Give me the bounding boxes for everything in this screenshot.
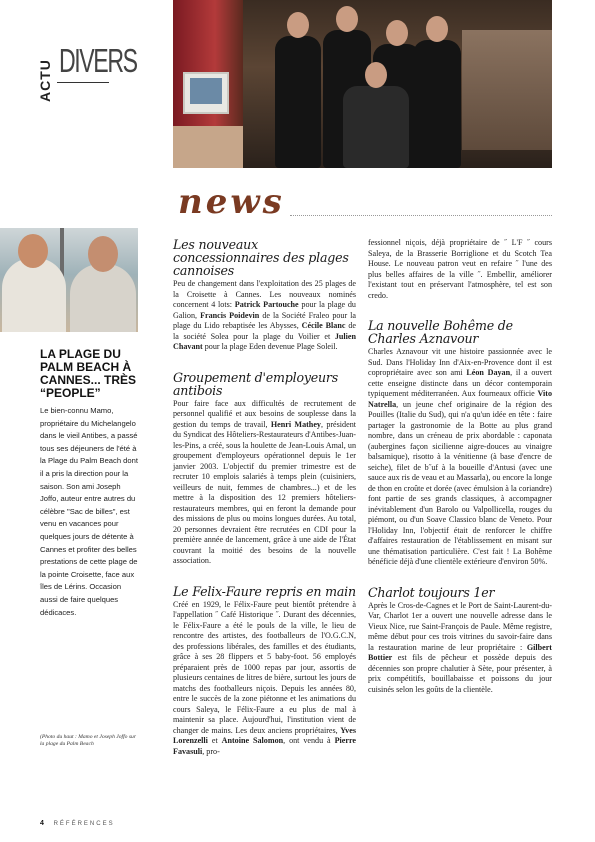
article-title: Le Felix-Faure repris en main xyxy=(173,583,356,599)
photo-bar-shelf xyxy=(462,30,552,150)
column-left xyxy=(173,238,356,763)
sidebar-caption: (Photo du haut : Mamo et Joseph Joffo sur la plage du Palm Beach xyxy=(40,734,137,747)
person-name: Pierre Favasuli xyxy=(173,736,357,756)
person-name: Patrick Partouche xyxy=(234,300,299,309)
article-title: La nouvelle Bohême de Charles Aznavour xyxy=(368,318,513,346)
person-name: Vito Natrella xyxy=(368,389,552,409)
article-body: Charles Aznavour vit une histoire passionnée avec le Sud. Dans l'Holiday Inn d'Aix-en-Provence dont il est copropriétaire avec son ami Léon Dayan, il a ouvert cette enseigne distincte dans un décor contemporain typiquement méditerranéen. Aux fourneaux officie Vito Natrella, un jeune chef originaire de la région des Pouilles (Italie du Sud), qui n'a qu'un idée en tête : faire partager la gastronomie de la Botte au plus grand nombre, dans un créneau de prix abordable : caponata (aubergines façon sicilienne aigre-douces au vinaigre balsamique), risotto à la vénitienne (à base d'encre de seiche), filet de b˝uf à la boueille d'Antusi (avec une sauce aux ris de veau et au Massarla), ou encore la longe de thon en croûte et dorée (avec émulsion à la coriandre) font partie de ses grands classiques, à accompagner inévitablement d'un Barolo ou Valpollicella, rouges du piémont, ou d'un Soave Classico blanc de Veneto. Pour l'Holiday Inn, l'objectif était de renforcer le chiffre d'affaires restauration de l'établissement en misant sur une thématisation particulière. C'est fait ! La Bohême bénéficie déjà d'une clientèle extérieure d'environ 50%. xyxy=(368,347,552,566)
article-title: Groupement d'employeurs antibois xyxy=(173,369,339,398)
top-photo xyxy=(173,0,552,168)
person-name: Cécile Blanc xyxy=(301,321,346,330)
person-name: Julien Chavant xyxy=(173,331,356,351)
section-label-main: DIVERS xyxy=(59,42,137,79)
sidebar-title: LA PLAGE DU PALM BEACH À CANNES... TRÈS “PEOPLE” xyxy=(40,347,137,400)
article-body-continued: fessionnel niçois, déjà propriétaire de ˝ L'F ˝ cours Saleya, de la Brasserie Borriglione et du Scotch Tea House. Le nouveau patron veut en refaire ˝ l'une des plus belles affaires de la ville ˝. Embellir, améliorer l'existant tout en préservant l'atmosphère, tel est son credo. xyxy=(368,238,552,300)
photo-person xyxy=(70,264,136,332)
photo-person xyxy=(343,86,409,168)
article-body: Après le Cros-de-Cagnes et le Port de Saint-Laurent-du-Var, Charlot 1er a ouvert une nouvelle adresse dans le Vieux Nice, rue Saint-François de Paule. Même registre, même début pour ces trois vitrines du savoir-faire dans la restauration marine de leur propriétaire : Gilbert Bottier est fils de pêcheur et possède depuis des décennies son propre chalutier à Sète, pour présenter, à prix compétitifs, bouillabaisse et poissons du jour cuisinés selon les goûts de la clientèle. xyxy=(368,600,552,694)
person-name: Yves Lorenzelli xyxy=(173,725,356,745)
photo-person xyxy=(275,36,321,168)
sidebar-photo xyxy=(0,228,138,332)
person-name: Antoine Salomon xyxy=(221,736,284,745)
article-body: Peu de changement dans l'exploitation des 25 plages de la Croisette à Cannes. Les nouveaux nominés concernent 4 lots: Patrick Partouche pour la plage du Galion, Francis Poidevin de la Société Fraleo pour la plage du Lido rebaptisée les Abysses, Cécile Blanc de la société Solea pour la plage du Voilier et Julien Chavant pour la plage Eden devenue Plage Soleil. xyxy=(173,279,356,351)
article-title: Les nouveaux concessionnaires des plages cannoises xyxy=(173,237,349,278)
article-body: Pour faire face aux difficultés de recrutement de personnel qualifié et aux besoins de souplesse dans la gestion du temps de travail, Henri Mathey, président du Syndicat des Hôteliers-Restaurateurs d'Antibes-Juan-les-Pins, a créé, sous la houlette de Jean-Louis Amal, un groupement d'employeurs opérationnel depuis le 1er janvier 2003. L'objectif du premier trimestre est de recruter 10 emplois salariés à temps plein (cuisiniers, veilleurs de nuit, femmes de chambres...) et de les mettre à la disposition des 12 premiers hôteliers-restaurateurs membres, qui en feront la demande pour des missions de plus ou moins longues durées. Au total, 20 personnes devraient être recrutées en CDI pour la première année de lancement, grâce à une aide de l'État couvrant la moitié des besoins de la nouvelle association. xyxy=(173,398,356,565)
section-rule xyxy=(57,82,109,83)
person-name: Francis Poidevin xyxy=(200,310,260,320)
sidebar-body: Le bien-connu Mamo, propriétaire du Michelangelo dans le vieil Antibes, a passé tous ses déjeuners de l'été à la Plage du Palm Beach dont il a pris la direction pour la saison. Son ami Joseph Joffo, auteur entre autres du célèbre "Sac de billes", est venu en vacances pour quelques jours de détente à Cannes et profiter des belles prestations de cette plage de la pointe Croisette, face aux îles de Lérins. Occasion aussi de faire quelques dédicaces. xyxy=(40,406,138,617)
photo-person xyxy=(413,40,461,168)
person-name: Gilbert Bottier xyxy=(368,642,552,662)
photo-counter xyxy=(173,126,243,168)
heading-dotted-rule xyxy=(290,215,552,216)
article-body: Créé en 1929, le Félix-Faure peut bientôt prétendre à l'appellation ˝ Café Historique ˝. Durant des décennies, le Félix-Faure a été le pouls de la ville, le lieu de rencontre des artistes, des footballeurs de l'O.G.C.N, des professions libérales, des familles et des étudiants, grâce à ses 28 flippers et 5 baby-foot. 56 employés préparaient près de 1000 repas par jour, assortis de plusieurs centaines de litres de bière, surtout les jours de matchs des footballeurs niçois. Depuis les années 80, entre le succès de la zone piétonne et les animations du cours Saleya, le Félix-Faure a eu plus de mal à maintenir sa place. Aujourd'hui, l'institution vient de changer de mains. Les deux anciens propriétaires, Yves Lorenzelli et Antoine Salomon, ont vendu à Pierre Favasuli, pro- xyxy=(173,599,357,756)
page-heading: news xyxy=(178,182,285,222)
column-right xyxy=(368,238,552,701)
page-footer xyxy=(40,820,115,827)
person-name: Henri Mathey xyxy=(270,419,321,429)
section-tag xyxy=(37,42,137,102)
page-number: 4 xyxy=(40,820,44,827)
person-name: Léon Dayan xyxy=(466,368,511,377)
photo-computer-monitor xyxy=(183,72,229,114)
photo-person xyxy=(2,258,66,332)
section-label-vertical: ACTU xyxy=(37,59,53,102)
footer-label: RÉFÉRENCES xyxy=(53,821,115,827)
article-title: Charlot toujours 1er xyxy=(368,584,495,600)
